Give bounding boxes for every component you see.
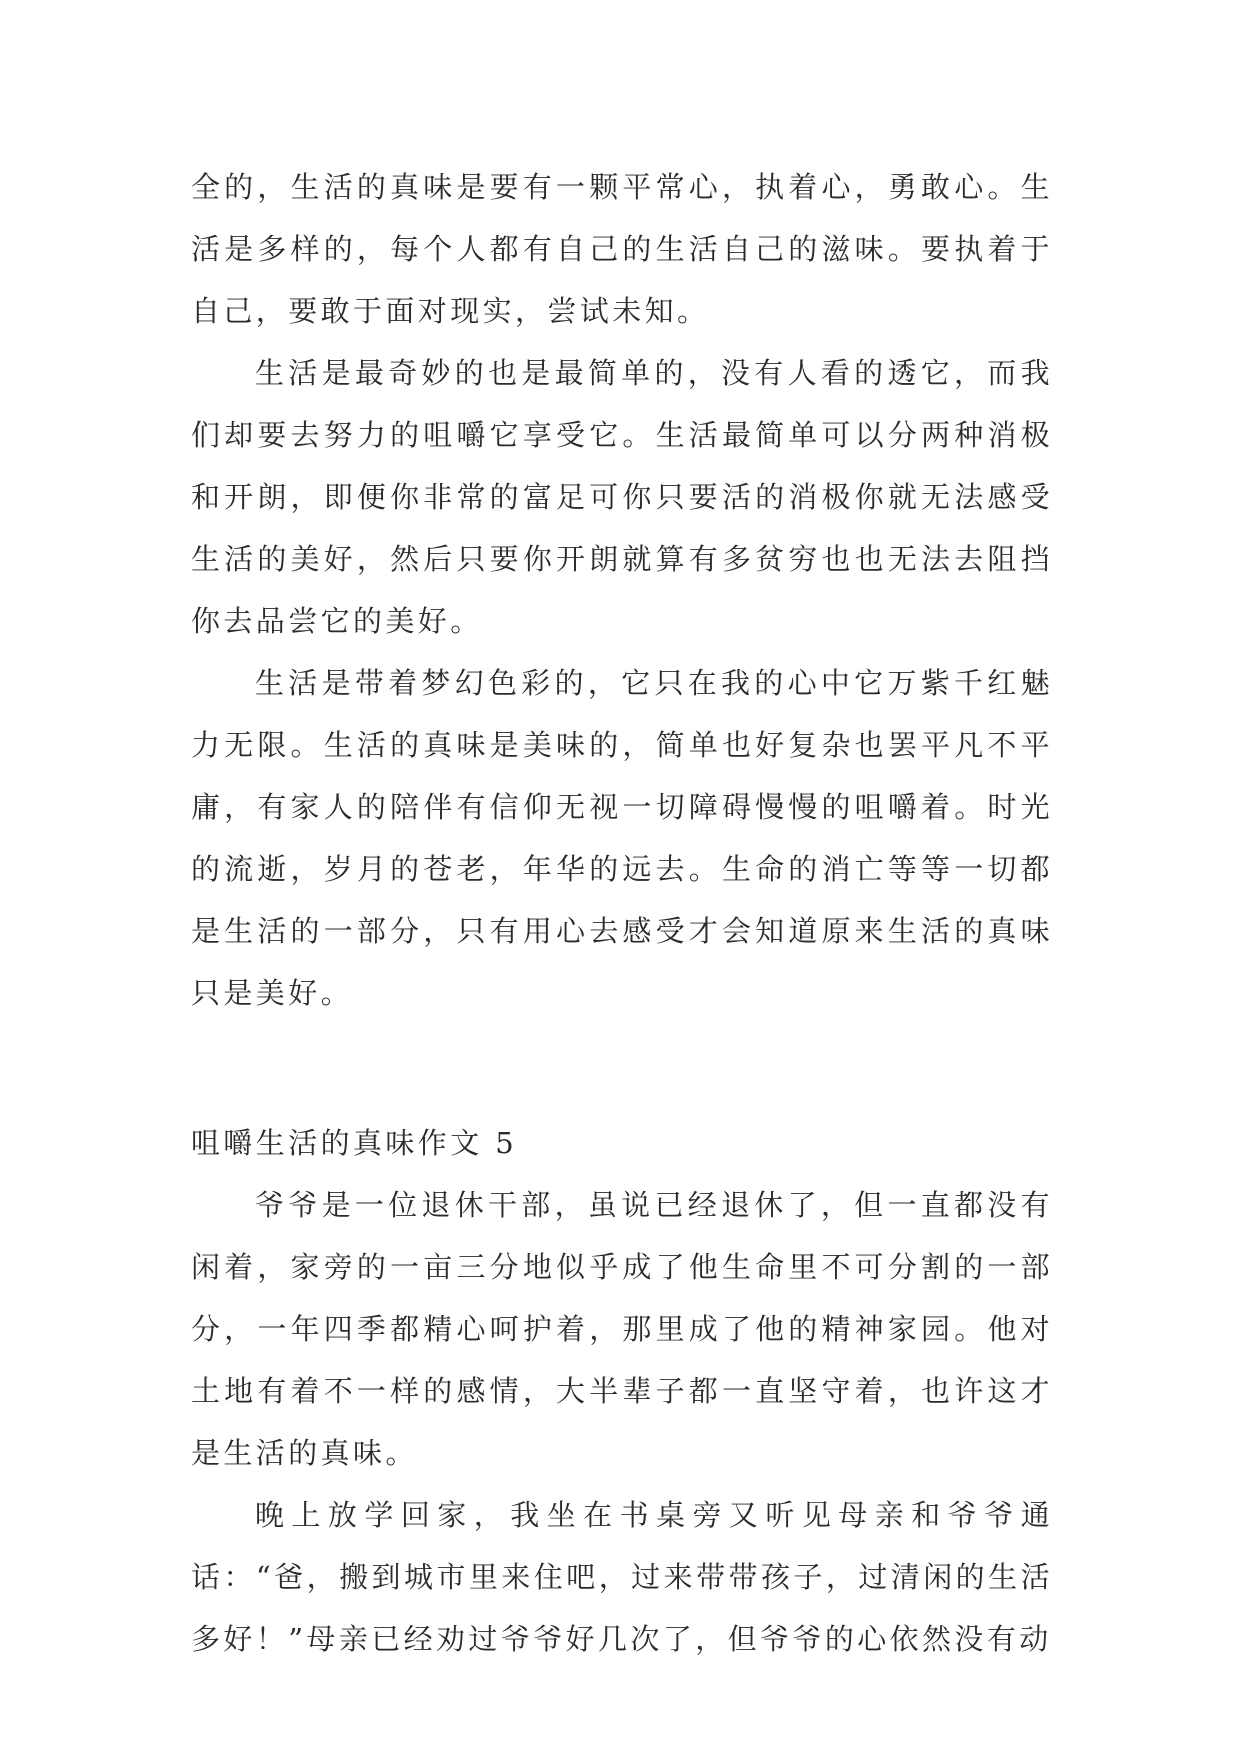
document-page <box>191 156 1053 1670</box>
paragraph-4: 爷爷是一位退休干部，虽说已经退休了，但一直都没有闲着，家旁的一亩三分地似乎成了他生命里不可分割的一部分，一年四季都精心呵护着，那里成了他的精神家园。他对土地有着不一样的感情，大半辈子都一直坚守着，也许这才是生活的真味。 <box>191 1188 1053 1470</box>
section-title: 咀嚼生活的真味作文 5 <box>191 1126 518 1160</box>
paragraph-2: 生活是最奇妙的也是最简单的，没有人看的透它，而我们却要去努力的咀嚼它享受它。生活最简单可以分两种消极和开朗，即便你非常的富足可你只要活的消极你就无法感受生活的美好，然后只要你开朗就算有多贫穷也也无法去阻挡你去品尝它的美好。 <box>191 356 1053 638</box>
paragraph-3: 生活是带着梦幻色彩的，它只在我的心中它万紫千红魅力无限。生活的真味是美味的，简单也好复杂也罢平凡不平庸，有家人的陪伴有信仰无视一切障碍慢慢的咀嚼着。时光的流逝，岁月的苍老，年华的远去。生命的消亡等等一切都是生活的一部分，只有用心去感受才会知道原来生活的真味只是美好。 <box>191 666 1053 1010</box>
paragraph-1: 全的，生活的真味是要有一颗平常心，执着心，勇敢心。生活是多样的，每个人都有自己的生活自己的滋味。要执着于自己，要敢于面对现实，尝试未知。 <box>191 170 1053 328</box>
paragraph-5: 晚上放学回家，我坐在书桌旁又听见母亲和爷爷通话：“爸，搬到城市里来住吧，过来带带孩子，过清闲的生活多好！”母亲已经劝过爷爷好几次了，但爷爷的心依然没有动 <box>191 1498 1053 1656</box>
